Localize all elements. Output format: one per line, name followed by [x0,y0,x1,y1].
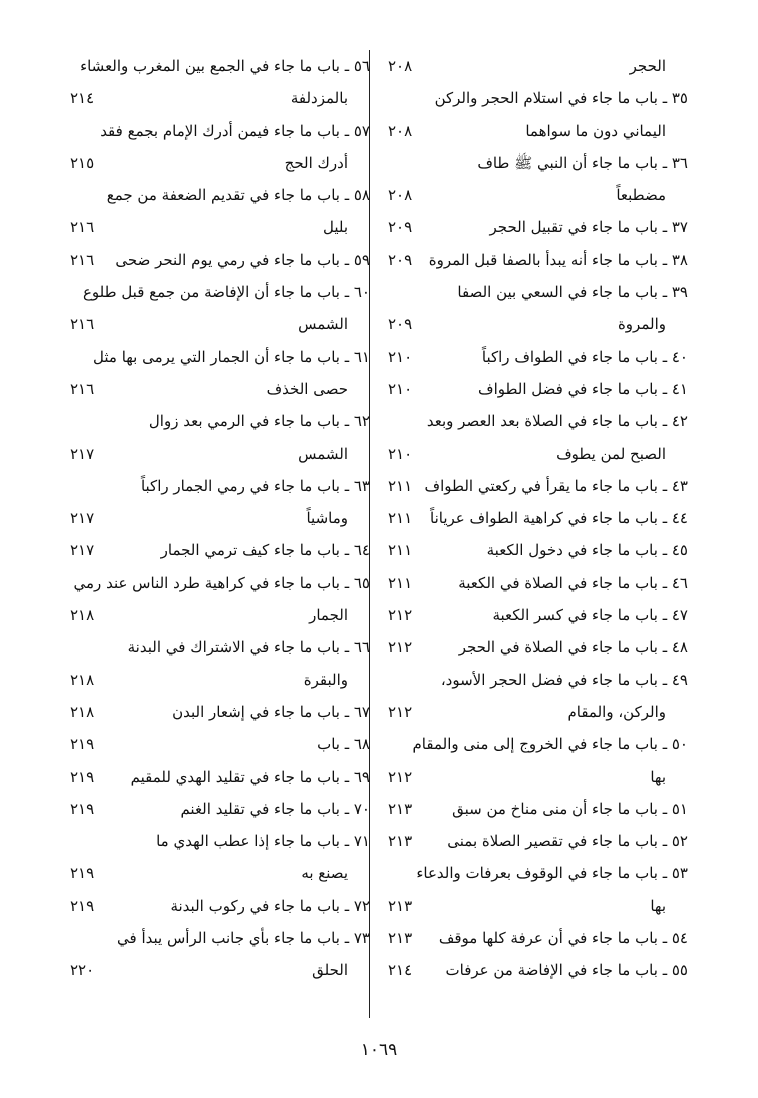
index-entry [70,956,370,988]
index-entry [70,666,370,698]
entry-page-number: ٢١٦ [70,250,95,269]
entry-page-number: ٢١٦ [70,315,95,334]
entry-page-number: ٢٠٩ [388,315,413,334]
entry-title: ٦٧ ـ باب ما جاء في إشعار البدن [172,702,370,721]
entry-title: اليماني دون ما سواهما [525,121,666,140]
entry-title: والركن، والمقام [567,702,666,721]
entry-page-number: ٢١٨ [70,670,95,689]
index-entry [70,698,370,730]
index-entry [388,924,688,956]
index-entry [70,924,370,956]
index-entry [388,795,688,827]
index-entry [388,246,688,278]
entry-title: والمروة [617,315,666,334]
entry-title: ٤٢ ـ باب ما جاء في الصلاة بعد العصر وبعد [426,412,688,431]
entry-title: الجمار [309,606,348,625]
entry-title: ٦٦ ـ باب ما جاء في الاشتراك في البدنة [127,638,370,657]
entry-page-number: ٢١٥ [70,153,95,172]
index-entry [388,633,688,665]
entry-page-number: ٢١٧ [70,444,95,463]
index-entry [70,310,370,342]
left-index-column [70,52,370,989]
entry-title: ٤٥ ـ باب ما جاء في دخول الكعبة [486,541,688,560]
index-entry [388,310,688,342]
index-entry [70,504,370,536]
entry-title: حصى الخذف [266,379,348,398]
entry-page-number: ٢١٢ [388,702,413,721]
entry-title: ٦٢ ـ باب ما جاء في الرمي بعد زوال [148,412,370,431]
entry-title: ٥٠ ـ باب ما جاء في الخروج إلى منى والمقام [412,735,688,754]
index-entry [70,892,370,924]
entry-page-number: ٢١٦ [70,379,95,398]
index-entry [70,117,370,149]
entry-title: ٥٩ ـ باب ما جاء في رمي يوم النحر ضحى [115,250,370,269]
entry-page-number: ٢١٠ [388,347,413,366]
entry-title: الصبح لمن يطوف [556,444,666,463]
entry-title: ٦١ ـ باب ما جاء أن الجمار التي يرمى بها مثل [93,347,370,366]
entry-title: ٣٧ ـ باب ما جاء في تقبيل الحجر [489,218,688,237]
entry-title: ٧٢ ـ باب ما جاء في ركوب البدنة [170,896,370,915]
entry-title: ٦٥ ـ باب ما جاء في كراهية طرد الناس عند رمي [73,573,370,592]
entry-title: ٧٣ ـ باب ما جاء بأي جانب الرأس يبدأ في [117,929,370,948]
entry-page-number: ٢١٢ [388,767,413,786]
entry-title: ٤٤ ـ باب ما جاء في كراهية الطواف عرياناً [430,509,688,528]
entry-page-number: ٢١٩ [70,767,95,786]
index-entry [70,827,370,859]
entry-title: ٧٠ ـ باب ما جاء في تقليد الغنم [180,799,370,818]
entry-page-number: ٢٠٩ [388,218,413,237]
entry-page-number: ٢١٤ [70,89,95,108]
entry-title: ٥٣ ـ باب ما جاء في الوقوف بعرفات والدعاء [416,864,688,883]
right-index-column [388,52,688,989]
entry-title: ٦٠ ـ باب ما جاء أن الإفاضة من جمع قبل طلوع [82,283,370,302]
index-entry [388,698,688,730]
index-entry [388,117,688,149]
entry-title: بالمزدلفة [290,89,348,108]
index-entry [388,440,688,472]
entry-title: الحلق [312,961,348,980]
entry-title: الحجر [629,57,666,75]
entry-title: ٦٤ ـ باب ما جاء كيف ترمي الجمار [160,541,370,560]
index-entry [70,246,370,278]
index-entry [388,149,688,181]
entry-title: ٤٧ ـ باب ما جاء في كسر الكعبة [492,606,688,625]
index-entry [388,504,688,536]
index-entry [388,52,688,84]
entry-title: ٦٩ ـ باب ما جاء في تقليد الهدي للمقيم [130,767,370,786]
index-entry [70,278,370,310]
entry-page-number: ٢٠٨ [388,121,413,140]
entry-page-number: ٢١٣ [388,896,413,915]
entry-page-number: ٢١٣ [388,799,413,818]
index-entry [388,569,688,601]
entry-title: الشمس [298,315,348,334]
entry-title: بها [650,767,666,786]
index-entry [70,84,370,116]
entry-page-number: ٢٠٨ [388,186,413,205]
entry-page-number: ٢١٦ [70,218,95,237]
entry-title: ٣٦ ـ باب ما جاء أن النبي ﷺ طاف [477,153,688,172]
index-entry [388,956,688,988]
entry-page-number: ٢١٠ [388,379,413,398]
index-entry [70,859,370,891]
entry-title: بليل [322,218,348,237]
entry-page-number: ٢١٠ [388,444,413,463]
index-entry [70,601,370,633]
entry-page-number: ٢١١ [388,476,413,495]
entry-page-number: ٢٠٨ [388,57,413,75]
entry-page-number: ٢١٩ [70,799,95,818]
index-entry [388,375,688,407]
index-entry [70,795,370,827]
entry-title: يصنع به [301,864,348,883]
entry-title: ٥٨ ـ باب ما جاء في تقديم الضعفة من جمع [106,186,370,205]
entry-title: ٤١ ـ باب ما جاء في فضل الطواف [478,379,688,398]
entry-title: وماشياً [306,509,348,528]
entry-title: ٥٤ ـ باب ما جاء في أن عرفة كلها موقف [438,929,688,948]
entry-title: ٥٦ ـ باب ما جاء في الجمع بين المغرب والعشاء [80,57,370,75]
entry-title: ٥١ ـ باب ما جاء أن منى مناخ من سبق [452,799,688,818]
entry-title: ٤٠ ـ باب ما جاء في الطواف راكباً [481,347,688,366]
index-entry [70,181,370,213]
entry-title: ٣٨ ـ باب ما جاء أنه يبدأ بالصفا قبل المروة [428,250,688,269]
entry-page-number: ٢١٧ [70,509,95,528]
entry-title: ٤٩ ـ باب ما جاء في فضل الحجر الأسود، [440,670,688,689]
index-entry [388,601,688,633]
entry-page-number: ٢١٩ [70,896,95,915]
entry-page-number: ٢١١ [388,509,413,528]
entry-page-number: ٢١٨ [70,606,95,625]
entry-page-number: ٢١٧ [70,541,95,560]
index-entry [388,730,688,762]
index-entry [388,407,688,439]
index-entry [388,536,688,568]
entry-title: أدرك الحج [284,153,348,172]
index-entry [388,859,688,891]
entry-title: ٣٩ ـ باب ما جاء في السعي بين الصفا [457,283,688,302]
entry-title: ٧١ ـ باب ما جاء إذا عطب الهدي ما [156,832,370,851]
index-entry [70,149,370,181]
entry-page-number: ٢١٩ [70,735,95,754]
index-entry [388,213,688,245]
index-entry [70,343,370,375]
index-entry [70,472,370,504]
entry-title: بها [650,896,666,915]
entry-title: ٦٣ ـ باب ما جاء في رمي الجمار راكباً [140,476,370,495]
index-entry [388,343,688,375]
index-entry [388,827,688,859]
index-entry [388,181,688,213]
index-entry [388,666,688,698]
entry-title: ٣٥ ـ باب ما جاء في استلام الحجر والركن [434,89,688,108]
index-entry [388,472,688,504]
entry-page-number: ٢١٢ [388,606,413,625]
index-entry [70,213,370,245]
entry-title: مضطبعاً [616,186,666,205]
entry-title: ٥٧ ـ باب ما جاء فيمن أدرك الإمام بجمع فقد [100,121,370,140]
index-entry [70,440,370,472]
index-entry [70,52,370,84]
index-entry [70,375,370,407]
index-entry [70,536,370,568]
entry-page-number: ٢١٤ [388,961,413,980]
index-entry [70,407,370,439]
index-entry [70,730,370,762]
index-entry [388,278,688,310]
entry-title: ٦٨ ـ باب [317,735,370,754]
entry-page-number: ٢١٣ [388,832,413,851]
entry-page-number: ٢٢٠ [70,961,95,980]
entry-title: ٤٦ ـ باب ما جاء في الصلاة في الكعبة [458,573,688,592]
entry-page-number: ٢١٩ [70,864,95,883]
index-entry [388,84,688,116]
entry-page-number: ٢١٣ [388,929,413,948]
index-entry [388,763,688,795]
page-number: ١٠٦٩ [360,1040,398,1060]
index-entry [70,633,370,665]
entry-page-number: ٢١٢ [388,638,413,657]
index-entry [70,763,370,795]
entry-title: الشمس [298,444,348,463]
entry-title: ٥٥ ـ باب ما جاء في الإفاضة من عرفات [445,961,688,980]
entry-page-number: ٢١١ [388,573,413,592]
entry-title: ٤٨ ـ باب ما جاء في الصلاة في الحجر [458,638,688,657]
entry-title: والبقرة [303,670,348,689]
entry-page-number: ٢١١ [388,541,413,560]
entry-title: ٥٢ ـ باب ما جاء في تقصير الصلاة بمنى [447,832,688,851]
entry-title: ٤٣ ـ باب ما جاء ما يقرأ في ركعتي الطواف [424,476,688,495]
index-entry [70,569,370,601]
entry-page-number: ٢٠٩ [388,250,413,269]
index-entry [388,892,688,924]
entry-page-number: ٢١٨ [70,702,95,721]
